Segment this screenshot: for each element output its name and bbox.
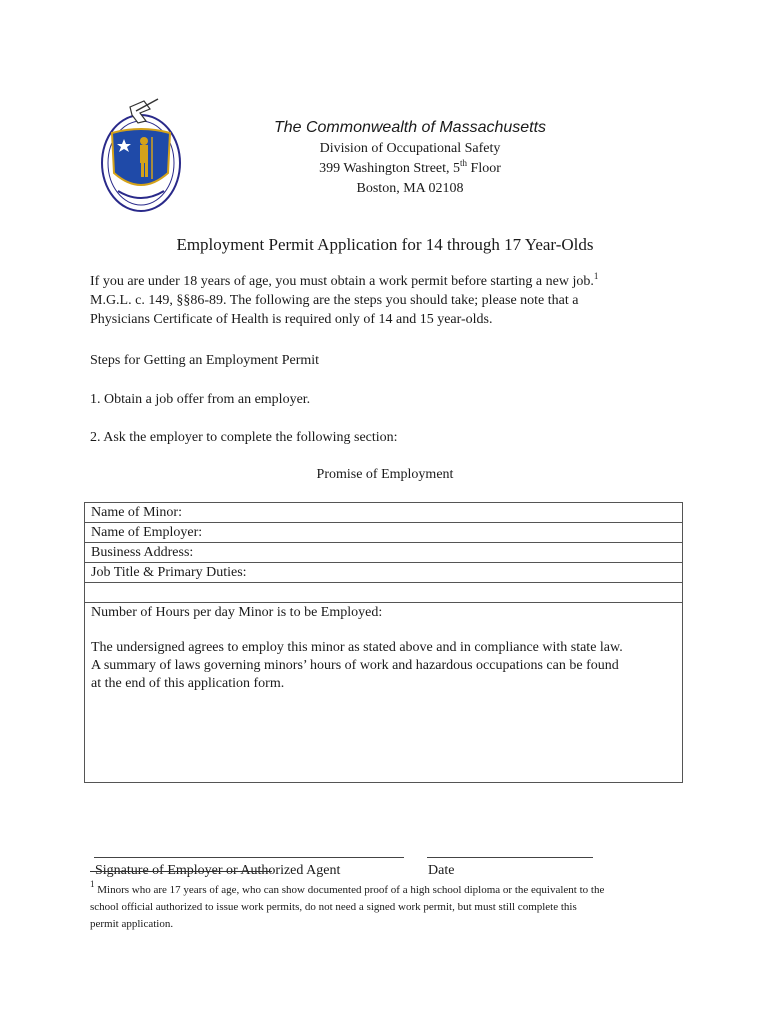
- employer-name-field[interactable]: Name of Employer:: [85, 523, 682, 543]
- signature-label: Signature of Employer or Authorized Agent: [95, 863, 341, 878]
- step-1: 1. Obtain a job offer from an employer.: [90, 392, 311, 407]
- document-title: Employment Permit Application for 14 through 17 Year-Olds: [176, 235, 594, 254]
- steps-heading: Steps for Getting an Employment Permit: [90, 353, 320, 368]
- job-duties-field[interactable]: [85, 583, 682, 603]
- promise-of-employment-form: [84, 502, 683, 878]
- job-title-field[interactable]: Job Title & Primary Duties:: [85, 563, 682, 583]
- agreement-text: The undersigned agrees to employ this minor as stated above and in compliance with state law. A summary of laws governing minors’ hours of work and hazardous occupations can be found at the end of this application form.: [91, 640, 623, 691]
- commonwealth-title: The Commonwealth of Massachusetts: [273, 119, 547, 136]
- date-line[interactable]: [427, 857, 593, 858]
- hours-field[interactable]: Number of Hours per day Minor is to be Employed:: [91, 605, 383, 620]
- street-address: 399 Washington Street, 5th Floor: [319, 158, 501, 176]
- step-2: 2. Ask the employer to complete the following section:: [90, 430, 398, 445]
- business-address-field[interactable]: Business Address:: [85, 543, 682, 563]
- letterhead: [240, 117, 580, 199]
- minor-name-field[interactable]: Name of Minor:: [85, 503, 682, 523]
- division-name: Division of Occupational Safety: [319, 141, 501, 156]
- footnote-divider: [90, 871, 272, 872]
- signature-line[interactable]: [94, 857, 404, 858]
- intro-paragraph: If you are under 18 years of age, you must obtain a work permit before starting a new job.$^1$ M.G.L. c. 149, §§86-89. The following are the steps you should take; please note that a Physicians Certificate of Health is required only of 14 and 15 year-olds.: [90, 271, 599, 327]
- footnote-reference: 1: [593, 271, 599, 281]
- promise-heading: Promise of Employment: [316, 467, 454, 482]
- footnote: $^1$ Minors who are 17 years of age, who can show documented proof of a high school diploma or the equivalent to the school official authorized to issue work permits, do not need a signed work permit, but must still complete this permit application.: [90, 879, 605, 930]
- massachusetts-seal-icon: [100, 95, 182, 213]
- employer-agreement-section: [85, 603, 682, 878]
- city-address: Boston, MA 02108: [356, 181, 464, 196]
- date-label: Date: [428, 863, 455, 878]
- footnote-marker: 1: [90, 879, 95, 889]
